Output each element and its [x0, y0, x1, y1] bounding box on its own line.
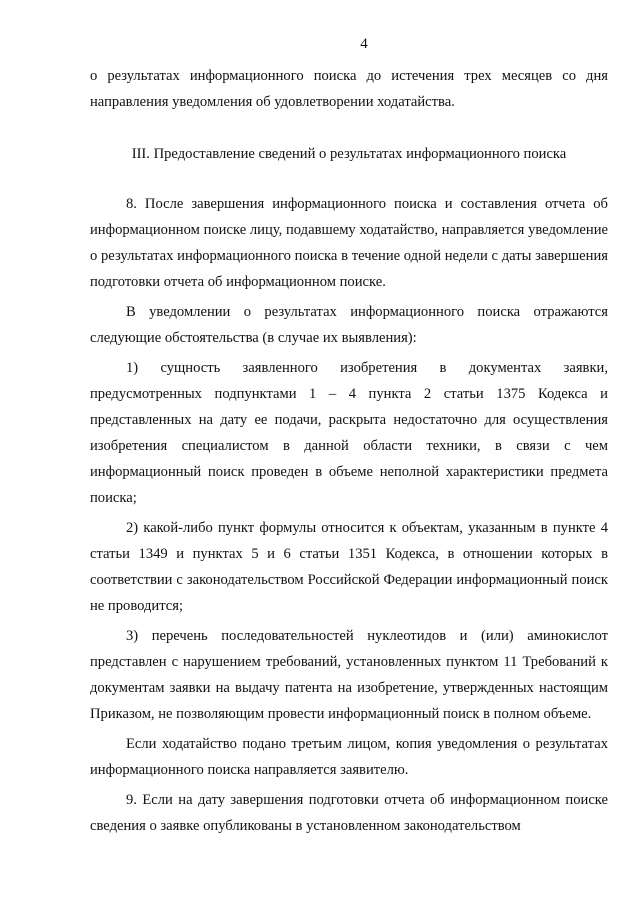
paragraph-8: 8. После завершения информационного поиска и составления отчета об информационном поиске лицу, подавшему ходатайство, направляется уведомление о результатах информационного поиска в течение одной недели с даты завершения подготовки отчета об информационном поиске. — [90, 196, 608, 290]
paragraph-notice-contents: В уведомлении о результатах информационного поиска отражаются следующие обстоятельства (в случае их выявления): — [90, 304, 608, 346]
paragraph-continuation: о результатах информационного поиска до истечения трех месяцев со дня направления уведомления об удовлетворении ходатайства. — [90, 68, 608, 110]
section-heading: III. Предоставление сведений о результатах информационного поиска — [131, 146, 567, 162]
paragraph-third-party: Если ходатайство подано третьим лицом, копия уведомления о результатах информационного поиска направляется заявителю. — [90, 736, 608, 778]
page-number: 4 — [360, 36, 368, 52]
list-item-2: 2) какой-либо пункт формулы относится к объектам, указанным в пункте 4 статьи 1349 и пунктах 5 и 6 статьи 1351 Кодекса, в отношении которых в соответствии с законодательством Российской Федерации информационный поиск не проводится; — [90, 520, 608, 614]
list-item-1: 1) сущность заявленного изобретения в документах заявки, предусмотренных подпунктами 1 – 4 пункта 2 статьи 1375 Кодекса и представленных на дату ее подачи, раскрыта недостаточно для осуществления изобретения специалистом в данной области техники, в связи с чем информационный поиск проведен в объеме неполной характеристики предмета поиска; — [90, 360, 608, 506]
paragraph-9: 9. Если на дату завершения подготовки отчета об информационном поиске сведения о заявке опубликованы в установленном законодательством — [90, 792, 608, 834]
list-item-3: 3) перечень последовательностей нуклеотидов и (или) аминокислот представлен с нарушением требований, установленных пунктом 11 Требований к документам заявки на выдачу патента на изобретение, утвержденных настоящим Приказом, не позволяющим провести информационный поиск в полном объеме. — [90, 628, 608, 722]
